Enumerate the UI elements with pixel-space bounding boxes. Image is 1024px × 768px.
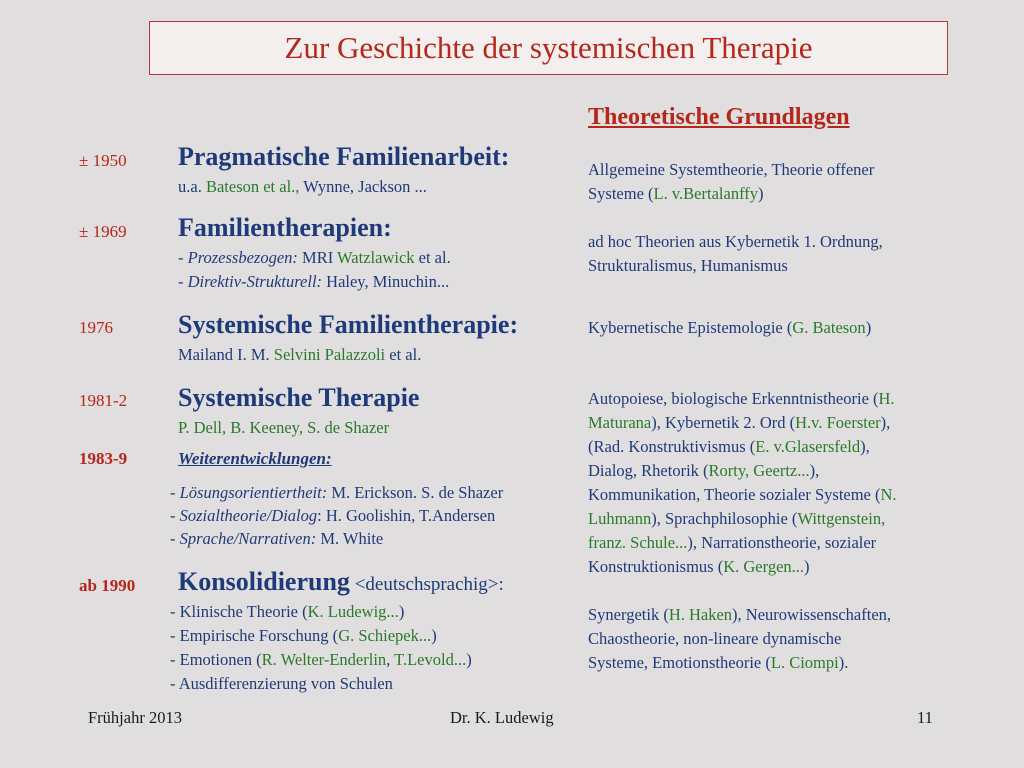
line-1990-4: - Ausdifferenzierung von Schulen [170,674,393,693]
slide-title: Zur Geschichte der systemischen Therapie [284,30,813,65]
right-p4: Autopoiese, biologische Erkenntnistheorie (H. Maturana), Kybernetik 2. Ord (H.v. Foerster), (Rad. Konstruktivismus (E. v.Glasersfeld), Dialog, Rhetorik (Rorty, Geertz...), Kommunikation, Theorie sozialer Systeme (N. Luhmann), Sprachphilosophie (Wittgenstein, franz. Schule...), Narrationstheorie, sozialer Konstruktionismus (K. Gergen...) [588,389,897,576]
line-1983-3: - Sprache/Narrativen: M. White [170,529,384,548]
footer-date: Frühjahr 2013 [88,708,182,727]
year-1983: 1983-9 [79,449,128,468]
footer-author: Dr. K. Ludewig [450,708,554,727]
year-1990: ab 1990 [79,576,136,595]
year-1976: 1976 [79,318,113,337]
line-1976: Mailand I. M. Selvini Palazzoli et al. [178,345,422,364]
heading-1969: Familientherapien: [178,213,392,242]
right-p2: ad hoc Theorien aus Kybernetik 1. Ordnung, Strukturalismus, Humanismus [588,232,883,275]
right-p3: Kybernetische Epistemologie (G. Bateson) [588,318,872,337]
line-1983-1: - Lösungsorientiertheit: M. Erickson. S. de Shazer [170,483,504,502]
page-number: 11 [917,708,933,727]
line-1983-2: - Sozialtheorie/Dialog: H. Goolishin, T.Andersen [170,506,496,525]
heading-1950: Pragmatische Familienarbeit: [178,142,510,171]
right-p1: Allgemeine Systemtheorie, Theorie offener Systeme (L. v.Bertalanffy) [588,160,875,203]
heading-1976: Systemische Familientherapie: [178,310,519,339]
line-1981: P. Dell, B. Keeney, S. de Shazer [178,418,390,437]
heading-1981: Systemische Therapie [178,383,420,412]
year-1969: ± 1969 [79,222,127,241]
line-1990-3: - Emotionen (R. Welter-Enderlin, T.Levold...) [170,650,472,669]
line-1969-1: - Prozessbezogen: MRI Watzlawick et al. [178,248,451,267]
line-1990-2: - Empirische Forschung (G. Schiepek...) [170,626,437,645]
line-1990-1: - Klinische Theorie (K. Ludewig...) [170,602,405,621]
year-1950: ± 1950 [79,151,127,170]
year-1981: 1981-2 [79,391,128,410]
right-p5: Synergetik (H. Haken), Neurowissenschaften, Chaostheorie, non-lineare dynamische Systeme, Emotionstheorie (L. Ciompi). [588,605,892,672]
title-box [149,21,948,75]
heading-1983: Weiterentwicklungen: [178,449,332,468]
line-1950: u.a. Bateson et al., Wynne, Jackson ... [178,177,427,196]
line-1969-2: - Direktiv-Strukturell: Haley, Minuchin... [178,272,450,291]
heading-1990: Konsolidierung <deutschsprachig>: [178,567,504,596]
right-heading: Theoretische Grundlagen [588,104,850,130]
